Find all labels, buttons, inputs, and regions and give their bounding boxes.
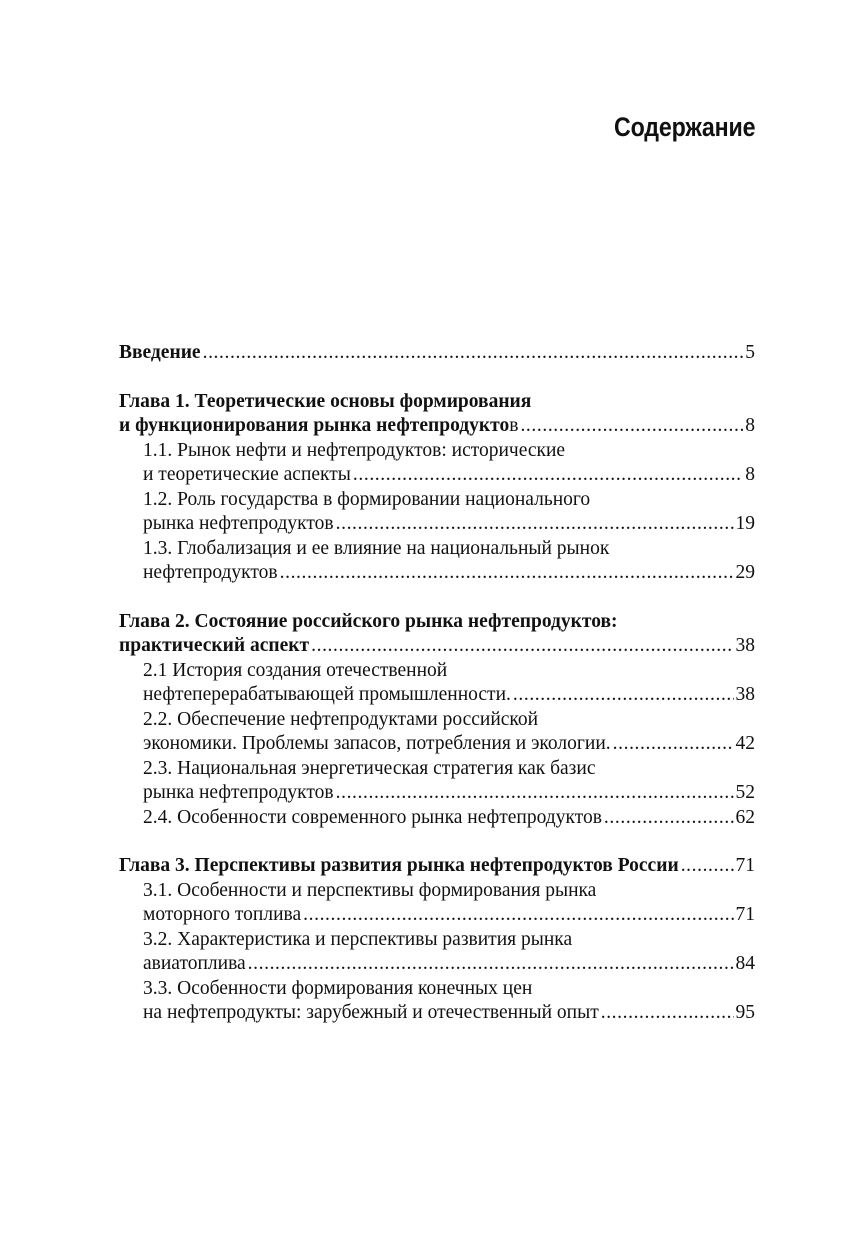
toc-entry-title: Введение [119, 342, 201, 363]
toc-page-number: 8 [745, 464, 755, 485]
toc-section-2-2[interactable] [119, 708, 755, 733]
dot-leader [311, 634, 733, 659]
toc-section-1-3-cont[interactable] [119, 561, 755, 586]
toc-entry-title: авиатоплива [143, 953, 246, 974]
toc-page-number: 38 [735, 684, 755, 705]
toc-entry-title: 1.2. Роль государства в формировании национального [143, 488, 591, 510]
toc-entry-title: и теоретические аспекты [143, 464, 351, 485]
toc-page-number: 71 [735, 855, 755, 876]
dot-leader [203, 341, 744, 366]
dot-leader [520, 414, 743, 439]
toc-entry-title: Глава 1. Теоретические основы формирования [119, 390, 532, 412]
toc-page-number: 62 [735, 806, 755, 828]
toc-section-2-3-cont[interactable] [119, 781, 755, 806]
toc-section-1-2[interactable] [119, 488, 755, 513]
toc-section-1-3[interactable] [119, 537, 755, 562]
toc-section-3-1[interactable] [119, 879, 755, 904]
toc-entry-title: 3.3. Особенности формирования конечных цен [143, 977, 533, 999]
toc-entry-title: 1.3. Глобализация и ее влияние на национальный рынок [143, 537, 610, 559]
toc-entry-title: 3.1. Особенности и перспективы формирования рынка [143, 879, 597, 901]
toc-entry-title: 2.3. Национальная энергетическая стратегия как базис [143, 757, 596, 779]
toc-entry-title: на нефтепродукты: зарубежный и отечественный опыт [143, 1002, 599, 1023]
toc-entry-title: 2.4. Особенности современного рынка нефтепродуктов [143, 806, 602, 828]
dot-leader [280, 561, 734, 586]
toc-section-2-1[interactable] [119, 659, 755, 684]
toc-entry-title: нефтепродуктов [143, 562, 278, 583]
toc-section-3-2-cont[interactable] [119, 952, 755, 977]
dot-leader [303, 903, 733, 928]
toc-section-2-4[interactable] [119, 806, 755, 831]
toc-section-2-1-cont[interactable] [119, 683, 755, 708]
dot-leader [336, 512, 734, 537]
toc-page-number: 84 [735, 953, 755, 974]
dot-leader [248, 952, 734, 977]
toc-page-number: 42 [735, 733, 755, 754]
toc-section-1-1[interactable] [119, 439, 755, 464]
toc-entry-intro[interactable] [119, 341, 755, 366]
toc-chapter-3-title[interactable] [119, 854, 755, 879]
toc-chapter-2-title[interactable] [119, 610, 755, 635]
toc-section-1-2-cont[interactable] [119, 512, 755, 537]
dot-leader [604, 806, 734, 831]
toc-entry-title: рынка нефтепродуктов [143, 513, 334, 534]
toc-page-number: 52 [735, 782, 755, 803]
toc-section-3-1-cont[interactable] [119, 903, 755, 928]
toc-chapter-1-title[interactable] [119, 390, 755, 415]
toc-page-number: 5 [745, 342, 755, 363]
toc-page-number: 19 [735, 513, 755, 534]
toc-section-3-3[interactable] [119, 977, 755, 1002]
page-title: Содержание [613, 112, 755, 142]
toc-page-number: 95 [735, 1002, 755, 1023]
toc-chapter-1-title-cont[interactable] [119, 414, 755, 439]
toc-entry-title: и функционирования рынка нефтепродуктов [119, 415, 519, 436]
toc-section-3-3-cont[interactable] [119, 1001, 755, 1026]
dot-leader [353, 463, 743, 488]
toc-entry-title: 2.1 История создания отечественной [143, 659, 448, 681]
toc-page-number: 38 [735, 635, 755, 656]
toc-entry-title: нефтеперерабатывающей промышленности. [143, 684, 511, 705]
toc-page-number: 29 [735, 562, 755, 583]
toc-entry-title: Глава 2. Состояние российского рынка нефтепродуктов: [119, 610, 618, 632]
toc-entry-title: моторного топлива [143, 904, 302, 925]
dot-leader [681, 854, 734, 879]
toc-section-2-3[interactable] [119, 757, 755, 782]
toc-chapter-2-title-cont[interactable] [119, 634, 755, 659]
toc-entry-title: 2.2. Обеспечение нефтепродуктами российской [143, 708, 539, 730]
dot-leader [601, 1001, 734, 1026]
table-of-contents [119, 341, 755, 1026]
toc-entry-title: рынка нефтепродуктов [143, 782, 334, 803]
dot-leader [336, 781, 734, 806]
toc-entry-title: 1.1. Рынок нефти и нефтепродуктов: исторические [143, 439, 566, 461]
toc-section-1-1-cont[interactable] [119, 463, 755, 488]
toc-entry-title: практический аспект [119, 635, 310, 656]
dot-leader [513, 683, 734, 708]
toc-section-2-2-cont[interactable] [119, 732, 755, 757]
toc-section-3-2[interactable] [119, 928, 755, 953]
dot-leader [613, 732, 734, 757]
toc-entry-title: экономики. Проблемы запасов, потребления и экологии. [143, 733, 611, 754]
toc-entry-title: Глава 3. Перспективы развития рынка нефтепродуктов России [119, 855, 679, 876]
toc-page-number: 8 [745, 415, 755, 436]
toc-entry-title: 3.2. Характеристика и перспективы развития рынка [143, 928, 573, 950]
toc-page-number: 71 [735, 904, 755, 925]
